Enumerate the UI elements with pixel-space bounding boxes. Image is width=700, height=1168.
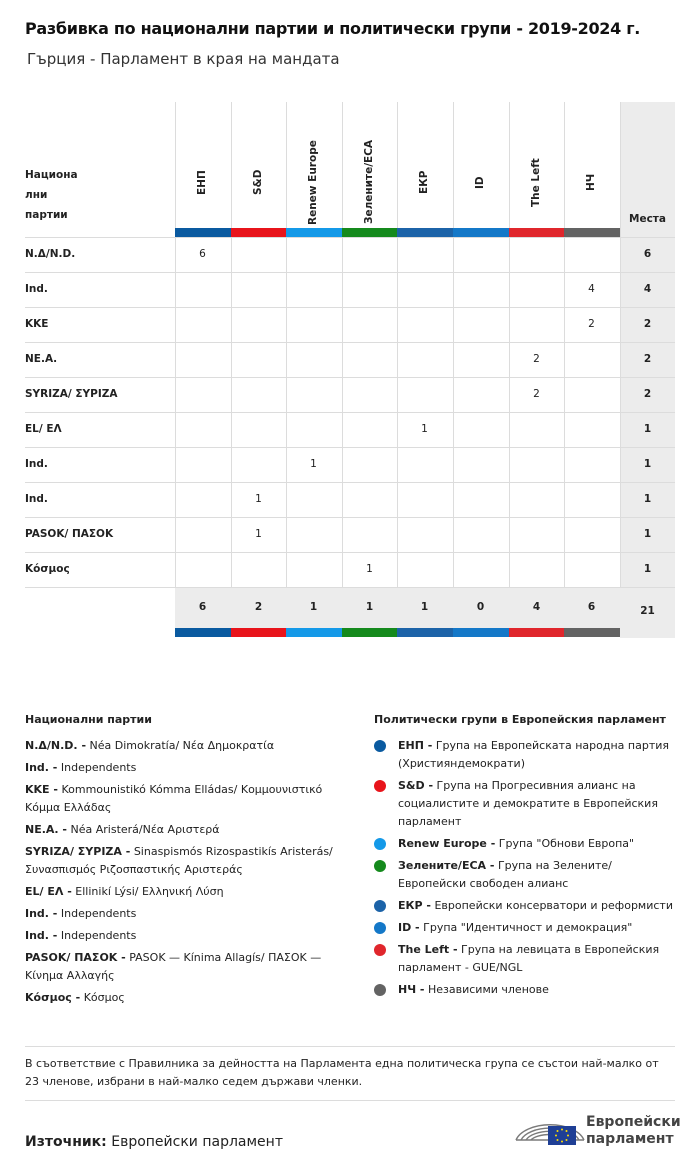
- group-header: НЧ: [585, 173, 597, 191]
- legend-abbr: Κόσμος -: [25, 991, 81, 1004]
- legend-abbr: ID -: [398, 921, 420, 934]
- group-header: The Left: [530, 157, 542, 207]
- political-group-legend-item: [398, 777, 678, 831]
- row-divider: [25, 552, 675, 553]
- table-row-seats: 1: [643, 458, 652, 470]
- group-color-bar: [175, 628, 231, 637]
- group-color-bar: [397, 228, 453, 237]
- group-color-bar: [175, 228, 231, 237]
- legend-name: Група "Обнови Европа": [498, 837, 635, 850]
- legend-abbr: KKE -: [25, 783, 58, 796]
- group-color-bar: [509, 228, 565, 237]
- legend-abbr: EL/ ΕΛ -: [25, 885, 72, 898]
- group-header: Зелените/ECA: [363, 139, 375, 224]
- group-color-bar: [231, 228, 287, 237]
- legend-abbr: SYRIZA/ ΣΥΡΙΖΑ -: [25, 845, 131, 858]
- group-color-bar: [564, 628, 620, 637]
- row-divider: [25, 342, 675, 343]
- total-cell: 1: [365, 601, 374, 613]
- group-color-bar: [231, 628, 287, 637]
- column-separator: [231, 102, 232, 587]
- table-row-seats: 2: [643, 388, 652, 400]
- legend-name: Sinaspismós Rizospastikís Aristerás/ Συνασπισμός Ριζοσπαστικής Αριστεράς: [25, 845, 333, 876]
- group-header: ID: [474, 175, 486, 189]
- table-row-party: Ind.: [25, 283, 48, 295]
- total-cell: 6: [587, 601, 596, 613]
- political-group-legend-item: [398, 737, 678, 773]
- column-separator: [286, 102, 287, 587]
- source: [25, 1134, 283, 1150]
- legend-abbr: ΝΕ.Α. -: [25, 823, 67, 836]
- table-row-seats: 1: [643, 563, 652, 575]
- source-label: Източник:: [25, 1134, 107, 1150]
- group-color-bar: [342, 628, 398, 637]
- table-row-party: Ν.Δ/N.D.: [25, 248, 76, 260]
- group-color-bar: [286, 228, 342, 237]
- group-color-dot-icon: [374, 944, 386, 956]
- group-color-bar: [564, 228, 620, 237]
- row-divider: [25, 517, 675, 518]
- national-party-legend-item: [25, 905, 345, 923]
- row-header-label: Национа лни партии: [25, 169, 78, 221]
- table-row-party: ΝΕ.Α.: [25, 353, 58, 365]
- total-cell: 4: [532, 601, 541, 613]
- table-row-party: Ind.: [25, 493, 48, 505]
- legend-name: Ellinikí Lýsi/ Ελληνική Λύση: [75, 885, 224, 898]
- national-party-legend-item: [25, 821, 345, 839]
- table-row-party: SYRIZA/ ΣΥΡΙΖΑ: [25, 388, 118, 400]
- group-color-dot-icon: [374, 922, 386, 934]
- page-title: Разбивка по национални партии и политически групи - 2019-2024 г.: [25, 19, 641, 38]
- national-party-legend-item: [25, 781, 345, 817]
- legend-abbr: Ν.Δ/N.D. -: [25, 739, 87, 752]
- legend-name: Kommounistikó Kómma Elládas/ Κομμουνιστικό Κόμμα Ελλάδας: [25, 783, 323, 814]
- national-parties-legend-title: Национални партии: [25, 713, 152, 726]
- legend-name: Néa Dimokratía/ Νέα Δημοκρατία: [89, 739, 275, 752]
- row-divider: [25, 412, 675, 413]
- column-separator: [620, 102, 621, 587]
- row-divider: [25, 272, 675, 273]
- political-group-legend-item: [398, 981, 678, 999]
- group-color-dot-icon: [374, 740, 386, 752]
- note-divider-top: [25, 1046, 675, 1047]
- national-party-legend-item: [25, 989, 345, 1007]
- political-groups-legend-title: Политически групи в Европейския парламент: [374, 713, 666, 726]
- political-group-legend-item: [398, 941, 678, 977]
- table-cell: 1: [310, 458, 317, 470]
- source-value: Европейски парламент: [111, 1134, 283, 1150]
- legend-name: Κόσμος: [83, 991, 125, 1004]
- table-cell: 1: [255, 528, 262, 540]
- table-row-seats: 2: [643, 318, 652, 330]
- table-row-party: KKE: [25, 318, 49, 330]
- column-separator: [453, 102, 454, 587]
- legend-abbr: The Left -: [398, 943, 458, 956]
- legend-abbr: Renew Europe -: [398, 837, 496, 850]
- national-party-legend-item: [25, 759, 345, 777]
- legend-abbr: Зелените/ECA -: [398, 859, 495, 872]
- political-group-legend-item: [398, 857, 678, 893]
- row-divider: [25, 307, 675, 308]
- table-cell: 1: [421, 423, 428, 435]
- legend-abbr: ЕКР -: [398, 899, 431, 912]
- group-color-dot-icon: [374, 780, 386, 792]
- row-divider: [25, 447, 675, 448]
- table-row-seats: 2: [643, 353, 652, 365]
- table-row-party: EL/ ΕΛ: [25, 423, 62, 435]
- group-color-bar: [286, 628, 342, 637]
- table-row-seats: 1: [643, 423, 652, 435]
- group-header: ЕКР: [418, 170, 430, 194]
- group-color-bar: [453, 628, 509, 637]
- legend-abbr: Ind. -: [25, 929, 58, 942]
- row-divider: [25, 587, 675, 588]
- national-party-legend-item: [25, 949, 345, 985]
- legend-abbr: ЕНП -: [398, 739, 433, 752]
- group-color-dot-icon: [374, 860, 386, 872]
- group-color-bar: [453, 228, 509, 237]
- legend-name: Група на Зелените/ Европейски свободен алианс: [398, 859, 612, 890]
- total-cell: 0: [476, 601, 485, 613]
- group-color-dot-icon: [374, 900, 386, 912]
- legend-abbr: PASOK/ ΠΑΣΟΚ -: [25, 951, 126, 964]
- column-separator: [342, 102, 343, 587]
- legend-name: PASOK — Kínima Allagís/ ΠΑΣΟΚ — Κίνημα Αλλαγής: [25, 951, 322, 982]
- column-separator: [564, 102, 565, 587]
- table-cell: 2: [533, 388, 540, 400]
- table-cell: 1: [366, 563, 373, 575]
- table-cell: 1: [255, 493, 262, 505]
- political-group-legend-item: [398, 897, 678, 915]
- page-subtitle: Гърция - Парламент в края на мандата: [27, 50, 340, 68]
- national-party-legend-item: [25, 843, 345, 879]
- legend-name: Европейски консерватори и реформисти: [434, 899, 673, 912]
- total-cell: 6: [198, 601, 207, 613]
- table-row-seats: 1: [643, 493, 652, 505]
- row-divider: [25, 377, 675, 378]
- table-cell: 6: [199, 248, 206, 260]
- table-cell: 2: [533, 353, 540, 365]
- national-party-legend-item: [25, 883, 345, 901]
- group-color-bar: [397, 628, 453, 637]
- legend-name: Independents: [60, 761, 137, 774]
- table-row-party: PASOK/ ΠΑΣΟΚ: [25, 528, 114, 540]
- footnote: В съответствие с Правилника за дейността на Парламента една политическа група се състои най-малко от 23 членове, избрани в най-малко седем държави членки.: [25, 1057, 659, 1088]
- table-row-seats: 1: [643, 528, 652, 540]
- table-cell: 4: [588, 283, 595, 295]
- legend-name: Група на Европейската народна партия (Християндемократи): [398, 739, 669, 770]
- table-cell: 2: [588, 318, 595, 330]
- note-divider-bottom: [25, 1100, 675, 1101]
- legend-abbr: S&D -: [398, 779, 434, 792]
- logo-text: Европейски парламент: [586, 1114, 681, 1147]
- legend-abbr: НЧ -: [398, 983, 425, 996]
- table-row-seats: 4: [643, 283, 652, 295]
- national-party-legend-item: [25, 927, 345, 945]
- column-separator: [509, 102, 510, 587]
- table-row-party: Ind.: [25, 458, 48, 470]
- legend-name: Néa Aristerá/Νέα Αριστερά: [70, 823, 220, 836]
- legend-name: Независими членове: [428, 983, 549, 996]
- legend-name: Група на Прогресивния алианс на социалистите и демократите в Европейския парламент: [398, 779, 658, 828]
- total-cell: 1: [420, 601, 429, 613]
- legend-name: Independents: [60, 929, 137, 942]
- legend-name: Група на левицата в Европейския парламент - GUE/NGL: [398, 943, 660, 974]
- group-color-dot-icon: [374, 984, 386, 996]
- legend-name: Independents: [60, 907, 137, 920]
- column-separator: [397, 102, 398, 587]
- group-header: S&D: [252, 169, 264, 195]
- total-seats: 21: [640, 605, 655, 617]
- total-cell: 2: [254, 601, 263, 613]
- legend-abbr: Ind. -: [25, 907, 58, 920]
- seats-column-background: [620, 102, 675, 638]
- table-row-party: Κόσμος: [25, 563, 70, 575]
- group-header: ЕНП: [196, 169, 208, 195]
- political-group-legend-item: [398, 919, 678, 937]
- group-color-dot-icon: [374, 838, 386, 850]
- row-divider: [25, 482, 675, 483]
- row-divider: [25, 237, 675, 238]
- group-color-bar: [509, 628, 565, 637]
- national-party-legend-item: [25, 737, 345, 755]
- total-cell: 1: [309, 601, 318, 613]
- group-color-bar: [342, 228, 398, 237]
- legend-name: Група "Идентичност и демокрация": [423, 921, 633, 934]
- seats-header: Места: [629, 213, 666, 225]
- legend-abbr: Ind. -: [25, 761, 58, 774]
- table-row-seats: 6: [643, 248, 652, 260]
- group-header: Renew Europe: [307, 139, 319, 225]
- column-separator: [175, 102, 176, 587]
- political-group-legend-item: [398, 835, 678, 853]
